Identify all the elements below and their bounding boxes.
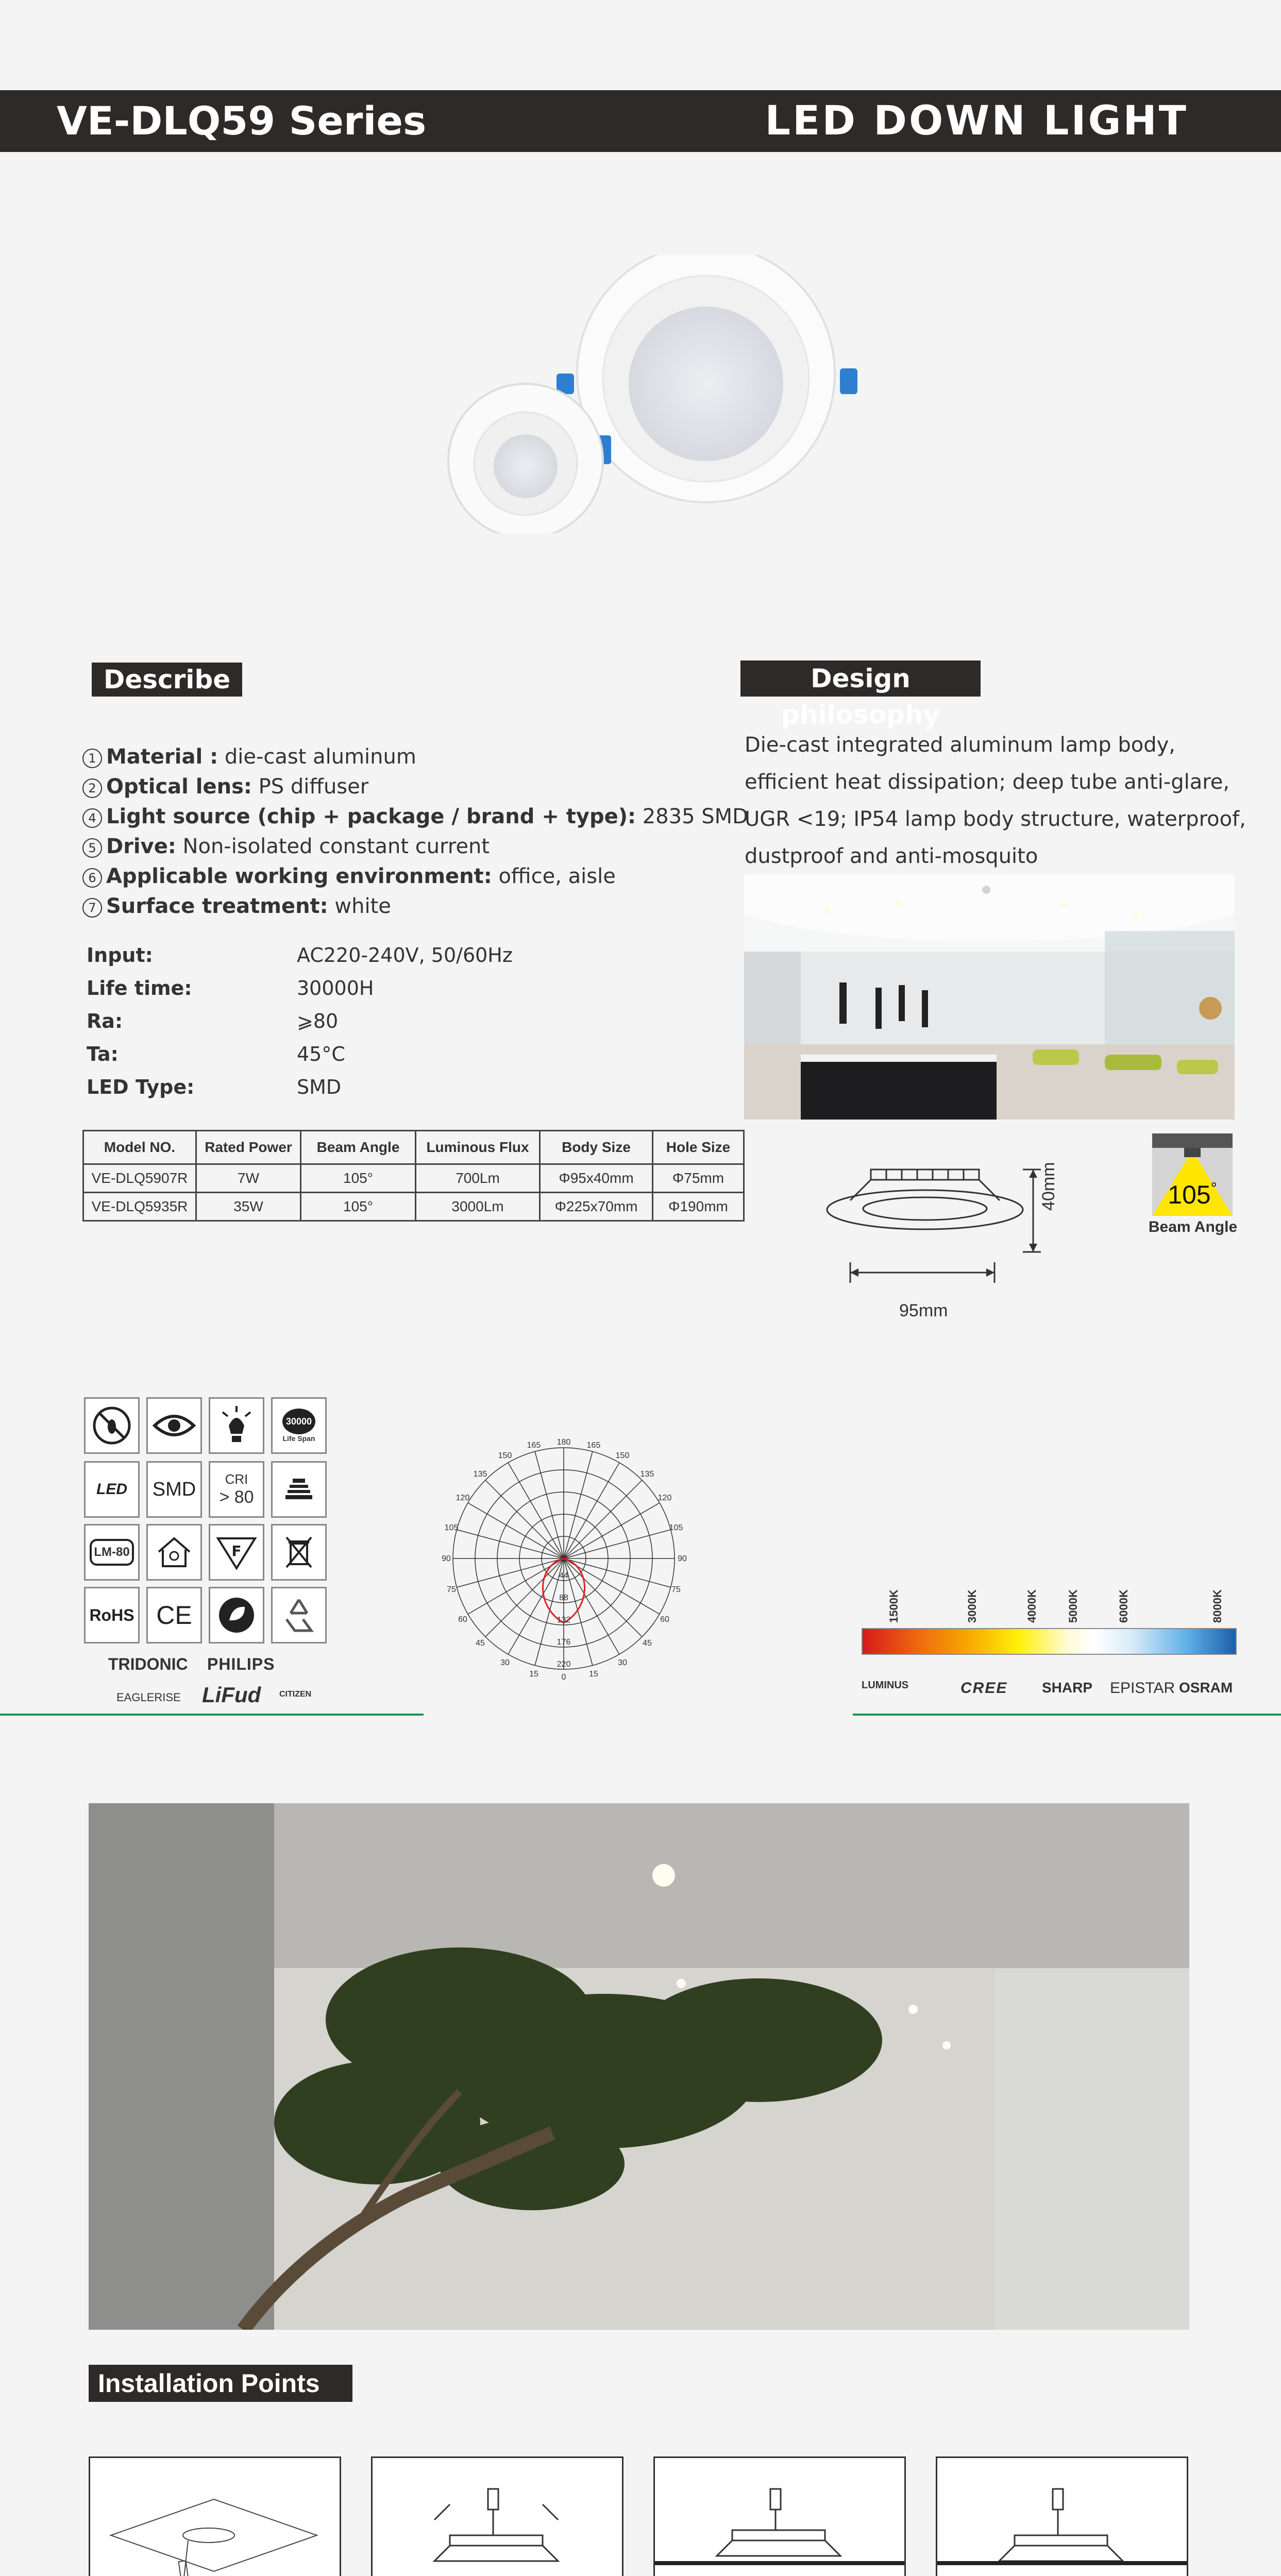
column-header: Model NO. [83, 1131, 196, 1164]
feature-label: Light source (chip + package / brand + type): [106, 805, 636, 828]
beam-angle-label: Beam Angle [1148, 1218, 1238, 1235]
feature-value: PS diffuser [251, 775, 369, 799]
eye-care-icon [146, 1397, 202, 1454]
series-title: VE-DLQ59 Series [57, 98, 427, 144]
cri-icon [209, 1461, 264, 1518]
anti-mosquito-icon [84, 1397, 140, 1454]
spec-row [87, 939, 550, 972]
feature-number: 2 [82, 778, 102, 798]
table-cell: Φ225x70mm [540, 1193, 653, 1221]
smd-label: SMD [152, 1478, 196, 1500]
column-header: Hole Size [653, 1131, 744, 1164]
svg-text:F: F [231, 1543, 242, 1560]
feature-value: Non-isolated constant current [176, 835, 490, 858]
table-cell: Φ75mm [653, 1164, 744, 1193]
model-table [82, 1130, 745, 1222]
column-header: Luminous Flux [416, 1131, 540, 1164]
lifespan-value: 30000 [282, 1409, 315, 1434]
design-description: Die-cast integrated aluminum lamp body, efficient heat dissipation; deep tube anti-glare, UGR <19; IP54 lamp body structure, waterproof, dustproof and anti-mosquito [745, 733, 1246, 868]
rohs-icon [84, 1587, 140, 1643]
feature-item [82, 861, 732, 891]
polar-angle-label: 30 [500, 1658, 510, 1667]
spec-value: SMD [297, 1076, 342, 1098]
header-bar [0, 90, 1281, 152]
cct-label: 6000K [1117, 1589, 1130, 1623]
polar-angle-label: 75 [447, 1585, 456, 1594]
polar-intensity-label: 44 [559, 1571, 568, 1580]
polar-angle-label: 15 [589, 1670, 598, 1679]
brand-cree: CREE [960, 1680, 1008, 1697]
interior-tree-photo [89, 1803, 1189, 2330]
cct-color-bar [862, 1628, 1237, 1655]
feature-label: Applicable working environment: [106, 865, 492, 888]
product-image [417, 255, 861, 533]
polar-angle-label: 90 [678, 1554, 687, 1563]
polar-angle-label: 165 [527, 1441, 541, 1450]
feature-number: 4 [82, 808, 102, 828]
dimension-drawing [819, 1159, 1077, 1329]
polar-angle-label: 150 [615, 1451, 630, 1460]
office-photo [744, 874, 1235, 1120]
divider-line [853, 1714, 1281, 1716]
polar-angle-label: 120 [456, 1494, 470, 1502]
brand-citizen: CITIZEN [279, 1690, 312, 1699]
spec-row [87, 1005, 550, 1038]
column-header: Beam Angle [301, 1131, 416, 1164]
table-cell: 105° [301, 1164, 416, 1193]
spec-row [87, 1038, 550, 1071]
divider-line [0, 1714, 424, 1716]
polar-angle-label: 165 [586, 1441, 601, 1450]
brand-lifud: LiFud [202, 1683, 261, 1707]
feature-value: die-cast aluminum [218, 745, 416, 769]
spec-list [87, 939, 550, 1104]
ce-icon [146, 1587, 202, 1643]
polar-angle-label: 0 [561, 1673, 566, 1682]
spec-key: LED Type: [87, 1076, 195, 1098]
polar-angle-label: 135 [473, 1470, 487, 1479]
table-cell: VE-DLQ5907R [83, 1164, 196, 1193]
table-cell: VE-DLQ5935R [83, 1193, 196, 1221]
feature-number: 5 [82, 838, 102, 858]
led-label: LED [96, 1481, 127, 1498]
spec-value: 30000H [297, 977, 374, 999]
feature-label: Drive: [106, 835, 176, 858]
feature-item [82, 742, 732, 772]
polar-angle-label: 60 [660, 1615, 669, 1624]
polar-angle-label: 15 [529, 1670, 538, 1679]
polar-intensity-label: 88 [559, 1594, 568, 1602]
feature-item [82, 891, 732, 921]
spec-row [87, 1071, 550, 1104]
brand-tridonic: TRIDONIC [108, 1655, 188, 1673]
describe-heading: Describe [92, 663, 242, 697]
polar-angle-label: 105 [444, 1523, 459, 1532]
polar-light-distribution [433, 1427, 701, 1695]
feature-item [82, 772, 732, 802]
ce-label: CE [156, 1601, 192, 1630]
eco-icon [209, 1587, 264, 1643]
lifespan-label: Life Span [282, 1434, 315, 1443]
spec-value: AC220-240V, 50/60Hz [297, 944, 513, 967]
bulb-icon [209, 1397, 264, 1454]
polar-intensity-label: 176 [557, 1638, 571, 1647]
polar-angle-label: 120 [658, 1494, 672, 1502]
brand-eaglerise: EAGLERISE [116, 1691, 181, 1704]
install-step-2-image [371, 2456, 623, 2576]
polar-angle-label: 180 [557, 1438, 571, 1447]
feature-value: office, aisle [492, 865, 616, 888]
spec-key: Input: [87, 944, 153, 967]
lifespan-icon [271, 1397, 327, 1454]
feature-number: 6 [82, 868, 102, 888]
polar-angle-label: 105 [669, 1523, 683, 1532]
feature-item [82, 832, 732, 861]
dimming-icon [271, 1461, 327, 1518]
cct-label: 8000K [1211, 1589, 1224, 1623]
dimension-height: 40mm [1039, 1162, 1058, 1211]
polar-angle-label: 60 [458, 1615, 467, 1624]
table-cell: 700Lm [416, 1164, 540, 1193]
table-cell: 35W [196, 1193, 301, 1221]
table-cell: 7W [196, 1164, 301, 1193]
beam-unit: ° [1210, 1180, 1217, 1197]
install-step-1-image [89, 2456, 341, 2576]
feature-label: Surface treatment: [106, 894, 328, 918]
weee-bin-icon [271, 1524, 327, 1581]
install-step-4-image [936, 2456, 1188, 2576]
spec-key: Ta: [87, 1043, 119, 1065]
cct-label: 3000K [966, 1589, 979, 1623]
cri-value: > 80 [219, 1487, 254, 1507]
polar-angle-label: 150 [498, 1451, 512, 1460]
polar-intensity-label: 220 [557, 1660, 571, 1669]
polar-angle-label: 45 [476, 1639, 485, 1648]
lm80-label: LM-80 [90, 1539, 133, 1566]
feature-number: 7 [82, 898, 102, 918]
feature-number: 1 [82, 749, 102, 768]
cct-label: 4000K [1025, 1589, 1038, 1623]
spec-key: Life time: [87, 977, 192, 999]
spec-key: Ra: [87, 1010, 123, 1032]
brand-epistar: EPISTAR [1110, 1680, 1175, 1697]
polar-intensity-label: 132 [557, 1616, 571, 1624]
table-row [83, 1164, 744, 1193]
table-row [83, 1193, 744, 1221]
cct-label: 1500K [887, 1589, 900, 1623]
table-cell: 105° [301, 1193, 416, 1221]
installation-heading: Installation Points [89, 2365, 352, 2402]
table-cell: 3000Lm [416, 1193, 540, 1221]
cct-label: 5000K [1067, 1589, 1080, 1623]
spec-value: 45°C [297, 1043, 345, 1065]
feature-item [82, 802, 748, 832]
table-cell: Φ190mm [653, 1193, 744, 1221]
polar-angle-label: 45 [643, 1639, 652, 1648]
cri-label: CRI [225, 1471, 248, 1487]
polar-angle-label: 75 [671, 1585, 681, 1594]
table-header-row [83, 1131, 744, 1164]
column-header: Rated Power [196, 1131, 301, 1164]
feature-value: white [328, 894, 391, 918]
polar-angle-label: 30 [618, 1658, 627, 1667]
rohs-label: RoHS [89, 1605, 134, 1624]
spec-value: ⩾80 [297, 1010, 339, 1032]
install-step-3-image [653, 2456, 906, 2576]
brand-luminus: LUMINUS [862, 1680, 909, 1691]
design-heading: Design philosophy [740, 660, 981, 697]
beam-number: 105 [1168, 1180, 1211, 1209]
brand-osram: OSRAM [1179, 1680, 1233, 1696]
polar-angle-label: 135 [640, 1470, 654, 1479]
feature-value: 2835 SMD [636, 805, 748, 828]
lm80-icon [84, 1524, 140, 1581]
brand-philips: PHILIPS [207, 1655, 275, 1673]
brand-sharp: SHARP [1042, 1680, 1093, 1696]
column-header: Body Size [540, 1131, 653, 1164]
feature-label: Optical lens: [106, 775, 252, 799]
table-cell: Φ95x40mm [540, 1164, 653, 1193]
dimension-width: 95mm [899, 1301, 948, 1320]
smd-icon [146, 1461, 202, 1518]
indoor-use-icon [146, 1524, 202, 1581]
beam-angle-value [1152, 1180, 1233, 1210]
spec-row [87, 972, 550, 1005]
f-mark-icon [209, 1524, 264, 1581]
product-category: LED DOWN LIGHT [765, 98, 1188, 144]
feature-label: Material : [106, 745, 218, 769]
led-icon [84, 1461, 140, 1518]
recycle-icon [271, 1587, 327, 1643]
feature-list [82, 742, 748, 921]
polar-angle-label: 90 [442, 1554, 451, 1563]
